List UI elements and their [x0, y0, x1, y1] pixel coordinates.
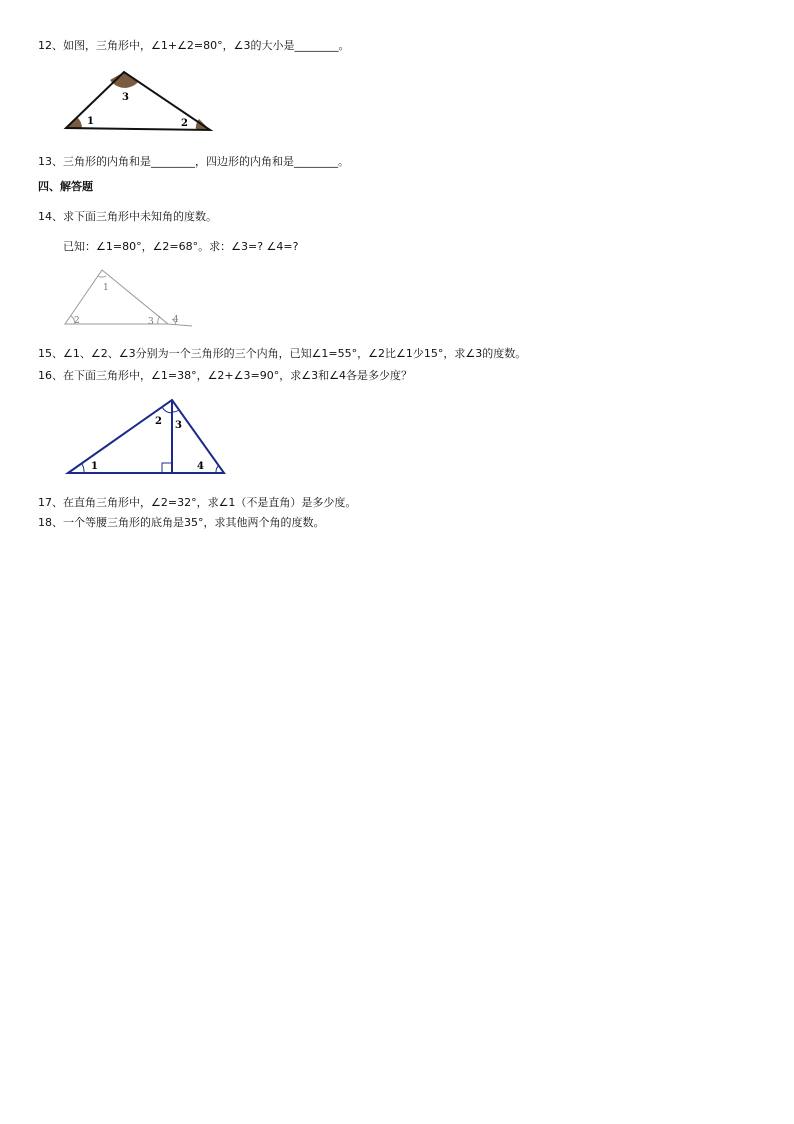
angle-label-1: 1: [103, 283, 109, 293]
figure-q12-triangle: [60, 64, 220, 136]
angle-label-3: 3: [148, 317, 154, 327]
figure-q14-triangle: [60, 264, 200, 332]
question-15: 15、∠1、∠2、∠3分别为一个三角形的三个内角，已知∠1=55°，∠2比∠1少15°，求∠3的度数。: [38, 347, 527, 360]
angle-label-2: 2: [181, 118, 188, 129]
section-heading: 四、解答题: [38, 180, 93, 193]
question-16: 16、在下面三角形中，∠1=38°，∠2+∠3=90°，求∠3和∠4各是多少度？: [38, 369, 412, 382]
angle-label-2: 2: [74, 316, 80, 326]
angle-label-1: 1: [91, 461, 98, 472]
angle-label-4: 4: [173, 315, 179, 325]
question-14-given: 已知：∠1=80°，∠2=68°。求：∠3=? ∠4=?: [63, 240, 299, 253]
question-13: 13、三角形的内角和是________，四边形的内角和是________。: [38, 155, 349, 168]
question-14: 14、求下面三角形中未知角的度数。: [38, 210, 217, 223]
angle-label-4: 4: [197, 461, 204, 472]
angle-label-3: 3: [122, 92, 129, 103]
question-17: 17、在直角三角形中，∠2=32°，求∠1（不是直角）是多少度。: [38, 496, 357, 509]
figure-q16-triangle: [60, 394, 232, 478]
extension-line: [168, 324, 192, 326]
angle-label-1: 1: [87, 116, 94, 127]
angle-label-2: 2: [155, 416, 162, 427]
question-18: 18、一个等腰三角形的底角是35°，求其他两个角的度数。: [38, 516, 325, 529]
angle-label-3: 3: [175, 420, 182, 431]
right-angle-mark: [162, 463, 172, 473]
question-12: 12、如图，三角形中，∠1+∠2=80°，∠3的大小是________。: [38, 39, 350, 52]
triangle-outline: [65, 270, 168, 324]
